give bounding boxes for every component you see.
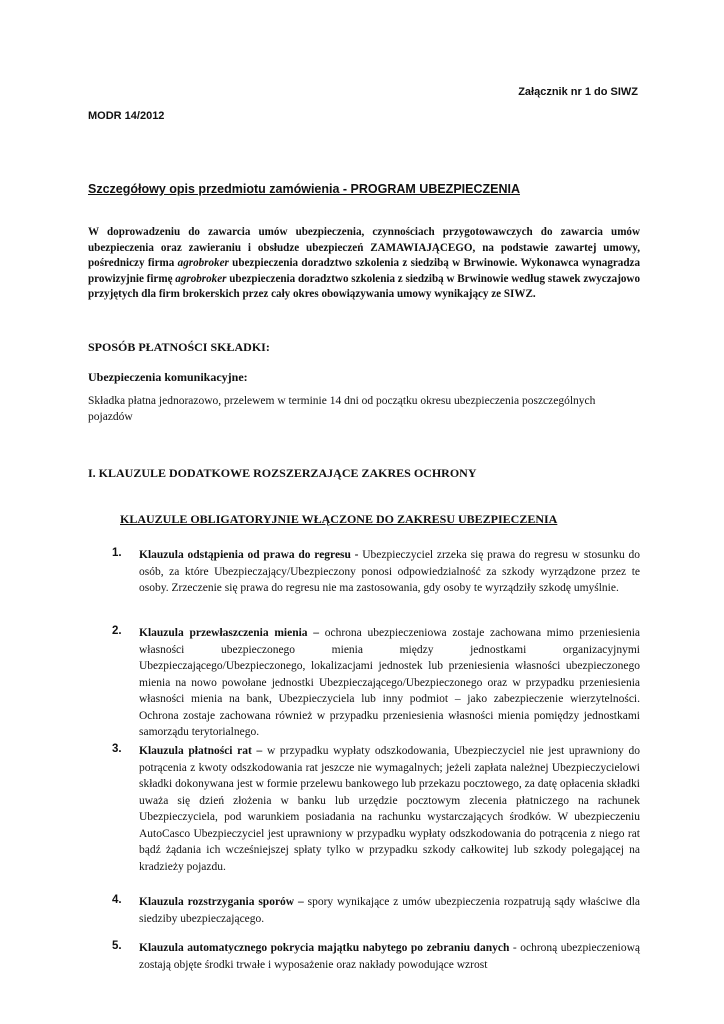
clause-3 (112, 743, 640, 875)
intro-paragraph (88, 225, 640, 303)
clause-text: w przypadku wypłaty odszkodowania, Ubezpieczyciel nie jest uprawniony do potrącenia z kwoty odszkodowania rat jeszcze nie wymagalnych; jeżeli zapłata należnej Ubezpieczycielowi składki dokonywana jest w formie przelewu bankowego lub przekazu pocztowego, za datę opłacenia składki uważa się dzień złożenia w banku lub urzędzie pocztowym zlecenia płatniczego na rachunek Ubezpieczyciela, pod warunkiem posiadania na rachunku wystarczających środków. W ubezpieczeniu AutoCasco Ubezpieczyciel jest uprawniony w przypadku wypłaty odszkodowania do potrącenia z niego rat bądź żądania ich wcześniejszej spłaty tylko w przypadku szkody całkowitej lub szkody polegającej na kradzieży pojazdu. (139, 745, 640, 873)
intro-text-1: W doprowadzeniu do zawarcia umów ubezpieczenia, czynnościach przygotowawczych do zawarcia umów ubezpieczenia oraz zawieraniu i obsłudze ubezpieczeń ZAMAWIAJĄCEGO, na podstawie zawartej umowy, pośredniczy firma (88, 226, 640, 269)
section-subheading: KLAUZULE OBLIGATORYJNIE WŁĄCZONE DO ZAKRESU UBEZPIECZENIA (120, 512, 558, 526)
clause-number: 4. (112, 894, 122, 906)
clause-text: spory wynikające z umów ubezpieczenia rozpatrują sądy właściwe dla siedziby ubezpieczającego. (139, 896, 640, 925)
clause-text: Ubezpieczyciel zrzeka się prawa do regresu w stosunku do osób, za które Ubezpieczający/Ubezpieczony ponosi odpowiedzialność za szkody wyrządzone przez te osoby. Zrzeczenie się prawa do regresu nie ma zastosowania, gdy osoby te wyrządziły szkodę umyślnie. (139, 549, 640, 594)
clause-title: Klauzula odstąpienia od prawa do regresu - (139, 549, 359, 561)
intro-text-2: ubezpieczenia doradztwo szkolenia z siedzibą w Brwinowie. Wykonawca wynagradza prowizyjnie firmę (88, 257, 640, 285)
clause-1 (112, 547, 640, 597)
clause-number: 5. (112, 940, 122, 952)
clause-text: - ochroną ubezpieczeniową zostają objęte środki trwałe i wyposażenie oraz nakłady powodujące wzrost (139, 942, 640, 971)
section-heading: I. KLAUZULE DODATKOWE ROZSZERZAJĄCE ZAKRES OCHRONY (88, 466, 477, 480)
intro-brand-1: agrobroker (177, 257, 229, 269)
clause-title: Klauzula przewłaszczenia mienia – (139, 627, 320, 639)
clause-text: ochrona ubezpieczeniowa zostaje zachowana mimo przeniesienia własności ubezpieczonego mienia między jednostkami organizacyjnymi Ubezpieczającego/Ubezpieczonego, lokalizacjami jednostek lub przeniesienia własności ubezpieczonego mienia na nowo powołane jednostki Ubezpieczającego/Ubezpieczonego oraz w przypadku przeniesienia własności mienia na bank, Ubezpieczyciela lub inny podmiot – jako zabezpieczenie wierzytelności. Ochrona zostaje zachowana również w przypadku przeniesienia własności mienia pomiędzy jednostkami samorządu terytorialnego. (139, 627, 640, 738)
clause-number: 3. (112, 743, 122, 755)
intro-brand-2: agrobroker (175, 272, 227, 285)
clause-4 (112, 894, 640, 927)
clause-title: Klauzula automatycznego pokrycia majątku nabytego po zebraniu danych (139, 942, 510, 954)
payment-subheading: Ubezpieczenia komunikacyjne: (88, 370, 248, 384)
intro-text-3: ubezpieczenia doradztwo szkolenia z siedzibą w Brwinowie według stawek zwyczajowo przyjętych dla firm brokerskich przez cały okres obowiązywania umowy wynikający ze SIWZ. (88, 272, 640, 300)
clause-number: 2. (112, 625, 122, 637)
clause-title: Klauzula płatności rat – (139, 745, 263, 757)
clause-title: Klauzula rozstrzygania sporów – (139, 896, 304, 908)
reference-number: MODR 14/2012 (88, 110, 165, 122)
document-title: Szczegółowy opis przedmiotu zamówienia - PROGRAM UBEZPIECZENIA (88, 182, 520, 196)
clause-2 (112, 625, 640, 741)
attachment-label: Załącznik nr 1 do SIWZ (518, 86, 638, 98)
payment-text: Składka płatna jednorazowo, przelewem w terminie 14 dni od początku okresu ubezpieczenia poszczególnych pojazdów (88, 395, 596, 423)
clause-number: 1. (112, 547, 122, 559)
payment-heading: SPOSÓB PŁATNOŚCI SKŁADKI: (88, 340, 270, 354)
clause-5 (112, 940, 640, 973)
